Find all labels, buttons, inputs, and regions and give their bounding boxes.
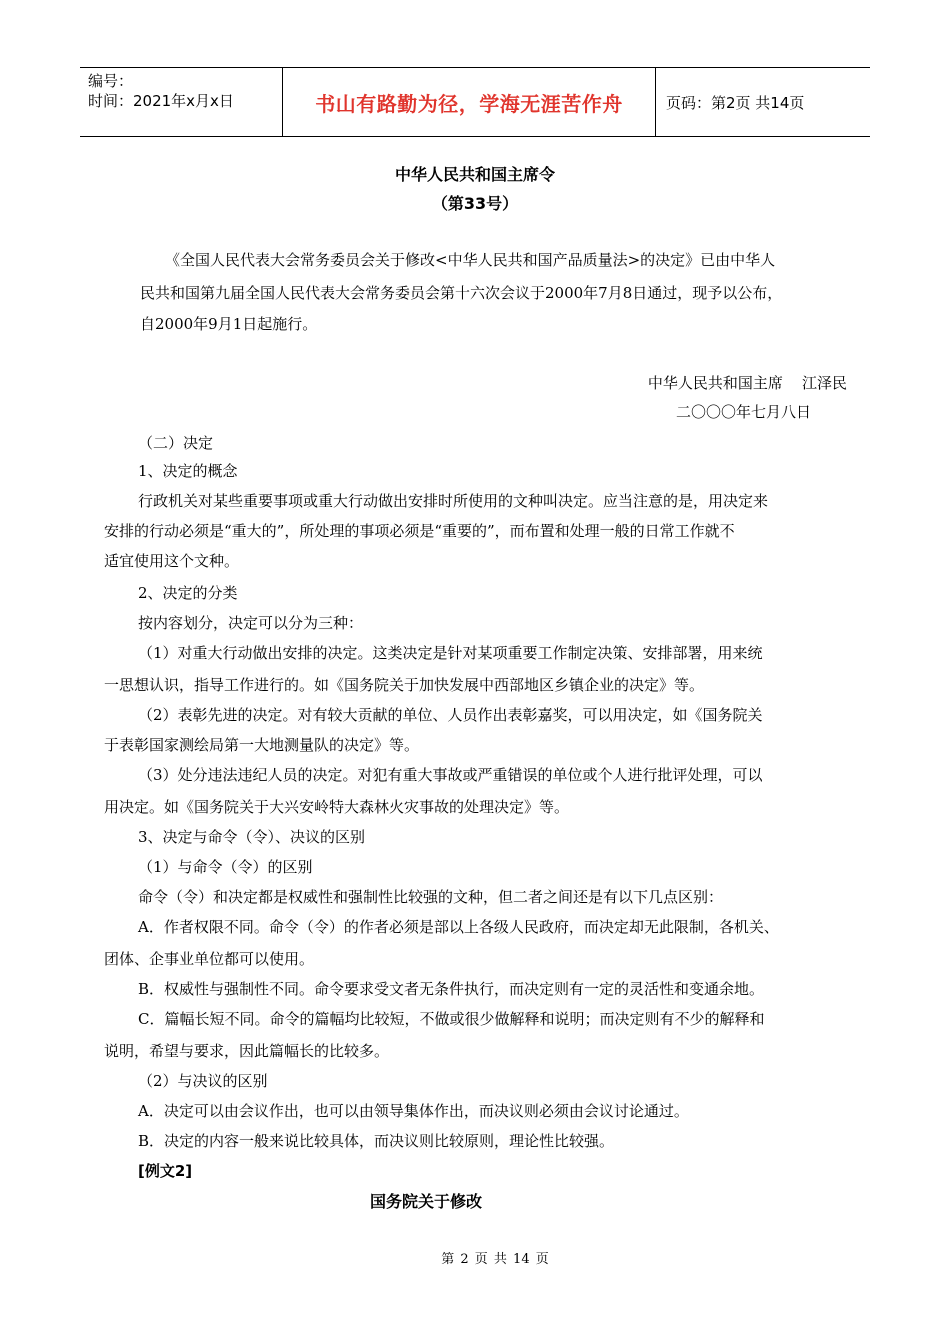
header-motto-cell (282, 68, 656, 136)
order-signer: 中华人民共和国主席 江泽民 (647, 374, 847, 392)
content-line: （2）表彰先进的决定。对有较大贡献的单位、人员作出表彰嘉奖，可以用决定，如《国务院关 (138, 706, 763, 724)
order-date: 二〇〇〇年七月八日 (675, 403, 811, 421)
order-body-line: 自2000年9月1日起施行。 (140, 315, 318, 333)
content-line: （1）对重大行动做出安排的决定。这类决定是针对某项重要工作制定决策、安排部署，用来统 (138, 644, 763, 662)
content-line: 适宜使用这个文种。 (104, 552, 240, 570)
time-label: 时间：2021年x月x日 (88, 92, 234, 110)
content-line: 团体、企事业单位都可以使用。 (104, 950, 315, 968)
page-footer: 第 2 页 共 14 页 (441, 1252, 549, 1267)
order-number: （第33号） (431, 194, 519, 213)
header-page-info (656, 68, 870, 136)
content-line: 安排的行动必须是“重大的”，所处理的事项必须是“重要的”，而布置和处理一般的日常工作就不 (104, 522, 735, 540)
order-title: 中华人民共和国主席令 (394, 165, 555, 184)
content-line: 说明，希望与要求，因此篇幅长的比较多。 (104, 1042, 390, 1060)
example-label: [例文2] (138, 1162, 193, 1180)
order-body-line: 《全国人民代表大会常务委员会关于修改<中华人民共和国产品质量法>的决定》已由中华人 (165, 251, 776, 269)
content-line: B．权威性与强制性不同。命令要求受文者无条件执行，而决定则有一定的灵活性和变通余地。 (138, 980, 765, 998)
serial-label: 编号： (88, 72, 134, 90)
content-line: 2、决定的分类 (138, 584, 238, 602)
next-section-title: 国务院关于修改 (370, 1192, 483, 1211)
content-line: 3、决定与命令（令）、决议的区别 (138, 828, 366, 846)
content-line: 一思想认识，指导工作进行的。如《国务院关于加快发展中西部地区乡镇企业的决定》等。 (104, 676, 705, 694)
content-line: C．篇幅长短不同。命令的篇幅均比较短，不做或很少做解释和说明；而决定则有不少的解释和 (138, 1010, 765, 1028)
order-body-line: 民共和国第九届全国人民代表大会常务委员会第十六次会议于2000年7月8日通过，现予以公布， (140, 284, 783, 302)
content-line: 行政机关对某些重要事项或重大行动做出安排时所使用的文种叫决定。应当注意的是，用决定来 (138, 492, 769, 510)
content-line: （2）与决议的区别 (138, 1072, 268, 1090)
content-line: 命令（令）和决定都是权威性和强制性比较强的文种，但二者之间还是有以下几点区别： (138, 888, 724, 906)
page-info: 页码：第2页 共14页 (666, 93, 805, 112)
content-line: （二）决定 (138, 434, 214, 452)
content-line: （3）处分违法违纪人员的决定。对犯有重大事故或严重错误的单位或个人进行批评处理，可以 (138, 766, 763, 784)
content-line: B．决定的内容一般来说比较具体，而决议则比较原则，理论性比较强。 (138, 1132, 615, 1150)
content-line: 于表彰国家测绘局第一大地测量队的决定》等。 (104, 736, 420, 754)
content-line: A．作者权限不同。命令（令）的作者必须是部以上各级人民政府，而决定却无此限制，各机关、 (138, 918, 779, 936)
content-line: （1）与命令（令）的区别 (138, 858, 313, 876)
content-line: 用决定。如《国务院关于大兴安岭特大森林火灾事故的处理决定》等。 (104, 798, 570, 816)
header-meta (80, 68, 282, 136)
content-line: 1、决定的概念 (138, 462, 238, 480)
page-header (80, 67, 870, 137)
content-line: 按内容划分，决定可以分为三种： (138, 614, 364, 632)
motto: 书山有路勤为径，学海无涯苦作舟 (315, 91, 623, 116)
content-line: A．决定可以由会议作出，也可以由领导集体作出，而决议则必须由会议讨论通过。 (138, 1102, 689, 1120)
